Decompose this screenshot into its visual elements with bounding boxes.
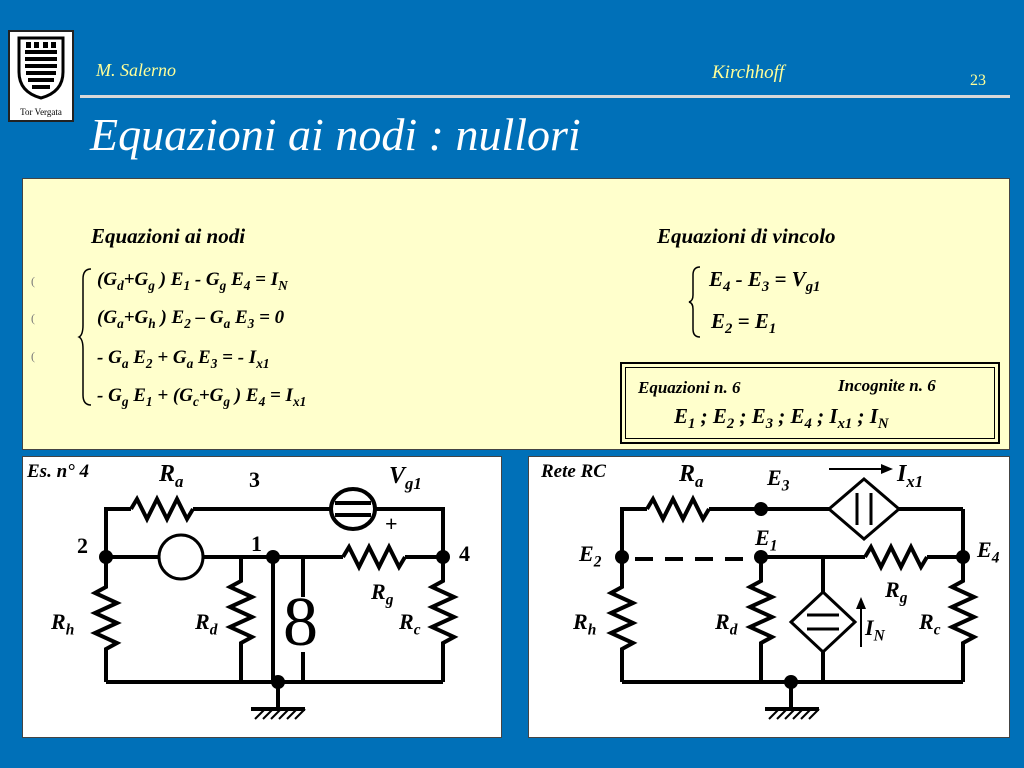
slide-title: Equazioni ai nodi : nullori <box>90 109 581 160</box>
left-circuit-panel <box>22 456 502 738</box>
current-ix1-label: $I_{x1}$ <box>897 461 924 491</box>
node-e4-label: $E_4$ <box>977 537 1000 567</box>
node-3-label: 3 <box>249 467 260 492</box>
page-number: 23 <box>970 72 986 89</box>
node-1-label: 1 <box>251 531 262 556</box>
right-circuit-diagram <box>529 457 1011 739</box>
shield-icon <box>10 32 72 102</box>
resistor-rg-label: $R_g$ <box>885 577 908 607</box>
unknowns-count: Incognite n. 6 <box>838 376 936 395</box>
university-logo <box>8 30 74 122</box>
norator-symbol: 8 <box>283 584 318 661</box>
left-circuit-diagram <box>23 457 503 739</box>
resistor-rh-label: $R_h$ <box>51 609 75 639</box>
resistor-ra-label: $R_a$ <box>159 461 184 491</box>
resistor-ra-label: $R_a$ <box>679 461 704 491</box>
node-e3-label: $E_3$ <box>767 465 790 495</box>
example-label: Es. n° 4 <box>27 461 89 482</box>
resistor-rd-label: $R_d$ <box>195 609 218 639</box>
bullet-mark: ( <box>31 311 35 325</box>
current-in-label: $I_N$ <box>865 615 885 645</box>
left-brace-icon <box>79 267 93 407</box>
source-plus-sign: + <box>385 511 398 536</box>
source-vg1-label: $V_{g1}$ <box>389 463 422 493</box>
resistor-rh-label: $R_h$ <box>573 609 597 639</box>
logo-text: Tor Vergata <box>20 107 62 117</box>
bullet-mark: ( <box>31 349 35 363</box>
node-equation-4: - $G_g$ $E_1 + (G_c+G_g$ ) $E_4 = I_{x1}$ <box>97 385 307 409</box>
summary-box <box>620 362 1000 444</box>
slide-topic: Kirchhoff <box>712 62 785 83</box>
node-e2-label: $E_2$ <box>579 541 602 571</box>
resistor-rc-label: $R_c$ <box>399 609 421 639</box>
node-equation-3: - $G_a$ $E_2 + G_a$ $E_3$ = - $I_{x1}$ <box>97 347 270 371</box>
network-label: Rete RC <box>541 461 606 482</box>
resistor-rd-label: $R_d$ <box>715 609 738 639</box>
constraint-equation-2: $E_2 = E_1$ <box>711 309 777 338</box>
node-e1-label: $E_1$ <box>755 525 778 555</box>
node-2-label: 2 <box>77 533 88 558</box>
resistor-rg-label: $R_g$ <box>371 579 394 609</box>
node-equation-2: ($G_a+G_h$ ) $E_2 - G_a$ $E_3 = 0$ <box>97 307 285 331</box>
resistor-rc-label: $R_c$ <box>919 609 941 639</box>
constraint-equations-heading: Equazioni di vincolo <box>657 224 836 248</box>
constraint-brace-icon <box>689 265 701 339</box>
bullet-mark: ( <box>31 274 35 288</box>
node-equations-heading: Equazioni ai nodi <box>91 224 246 248</box>
right-circuit-panel <box>528 456 1010 738</box>
constraint-equation-1: $E_4 - E_3 = V_{g1}$ <box>709 267 821 296</box>
node-equation-1: ($G_d+G_g$ ) $E_1 - G_g$ $E_4 = I_N$ <box>97 269 288 293</box>
unknowns-list: $E_1$ ; $E_2$ ; $E_3$ ; $E_4$ ; $I_{x1}$ ; $I_N$ <box>674 404 889 433</box>
equations-count: Equazioni n. 6 <box>638 378 741 397</box>
node-4-label: 4 <box>459 541 470 566</box>
header-divider <box>80 95 1010 98</box>
author-name: M. Salerno <box>96 60 176 80</box>
